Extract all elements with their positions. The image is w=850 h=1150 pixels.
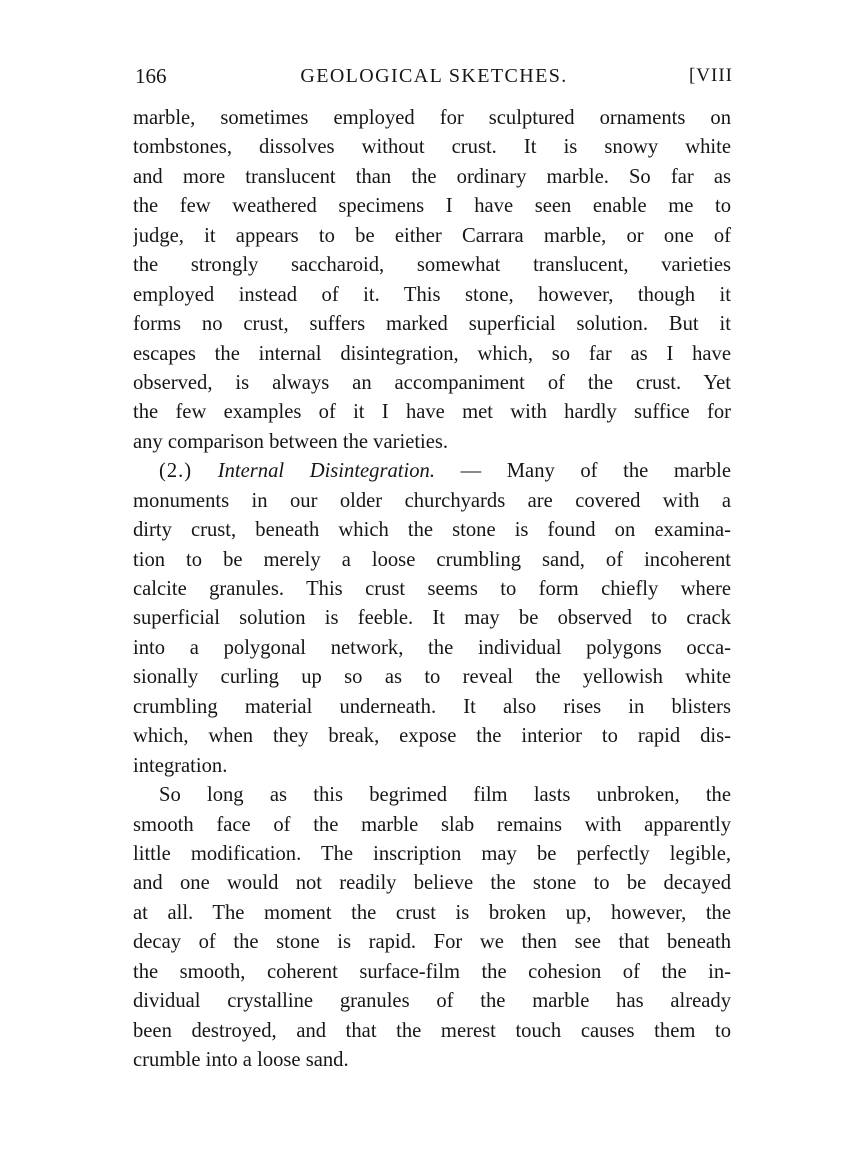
text-line: So long as this begrimed film lasts unbroken, the bbox=[159, 784, 731, 807]
text-line: marble, sometimes employed for sculptured ornaments on bbox=[133, 107, 731, 129]
page-number: 166 bbox=[135, 64, 167, 88]
text-line: observed, is always an accompaniment of the crust. Yet bbox=[133, 371, 731, 394]
section-title: Internal Disintegration. bbox=[217, 460, 435, 483]
text-line: escapes the internal disintegration, which, so far as I have bbox=[133, 342, 731, 365]
paragraph-marble-continuation bbox=[133, 104, 731, 457]
text-line: dividual crystalline granules of the marble has already bbox=[133, 990, 731, 1013]
running-header bbox=[135, 61, 733, 91]
text-line: the few weathered specimens I have seen enable me to bbox=[133, 195, 731, 218]
paragraph-begrimed-film bbox=[133, 781, 731, 1075]
text-line: employed instead of it. This stone, however, though it bbox=[133, 283, 731, 306]
text-line: integration. bbox=[133, 754, 228, 777]
text-line: monuments in our older churchyards are covered with a bbox=[133, 489, 731, 512]
text-line: at all. The moment the crust is broken up, however, the bbox=[133, 901, 731, 924]
em-dash: — bbox=[434, 460, 507, 483]
text-line: decay of the stone is rapid. For we then see that beneath bbox=[133, 931, 731, 954]
text-line: forms no crust, suffers marked superficial solution. But it bbox=[133, 313, 731, 336]
text-line: crumble into a loose sand. bbox=[133, 1049, 349, 1071]
section-heading-line bbox=[133, 457, 731, 486]
text-line: superficial solution is feeble. It may be observed to crack bbox=[133, 607, 731, 630]
text-line: the smooth, coherent surface-film the cohesion of the in- bbox=[133, 960, 731, 983]
text-line: which, when they break, expose the interior to rapid dis- bbox=[133, 725, 731, 748]
text-line: and one would not readily believe the stone to be decayed bbox=[133, 872, 731, 895]
text-line: been destroyed, and that the merest touch causes them to bbox=[133, 1019, 731, 1042]
text-line: into a polygonal network, the individual polygons occa- bbox=[133, 636, 731, 659]
text-line: sionally curling up so as to reveal the yellowish white bbox=[133, 666, 731, 689]
text-line: tombstones, dissolves without crust. It is snowy white bbox=[133, 136, 731, 159]
body-text bbox=[133, 104, 731, 1075]
section-first-line-text: Many of the marble bbox=[506, 460, 731, 483]
text-line: any comparison between the varieties. bbox=[133, 430, 449, 453]
text-line: calcite granules. This crust seems to form chiefly where bbox=[133, 578, 731, 600]
paragraph-internal-disintegration bbox=[133, 457, 731, 781]
section-number: (2.) bbox=[159, 460, 193, 483]
text-line: judge, it appears to be either Carrara marble, or one of bbox=[133, 224, 731, 247]
text-line: dirty crust, beneath which the stone is found on examina- bbox=[133, 519, 731, 542]
chapter-mark: [VIII bbox=[688, 65, 733, 86]
text-line: the strongly saccharoid, somewhat translucent, varieties bbox=[133, 254, 731, 277]
text-line: tion to be merely a loose crumbling sand, of incoherent bbox=[133, 548, 731, 571]
running-title: GEOLOGICAL SKETCHES. bbox=[300, 65, 568, 87]
text-line: the few examples of it I have met with hardly suffice for bbox=[133, 401, 731, 424]
text-line: smooth face of the marble slab remains with apparently bbox=[133, 813, 731, 836]
text-line: crumbling material underneath. It also rises in blisters bbox=[133, 695, 731, 718]
text-line: and more translucent than the ordinary marble. So far as bbox=[133, 165, 731, 188]
text-line: little modification. The inscription may be perfectly legible, bbox=[133, 842, 731, 865]
